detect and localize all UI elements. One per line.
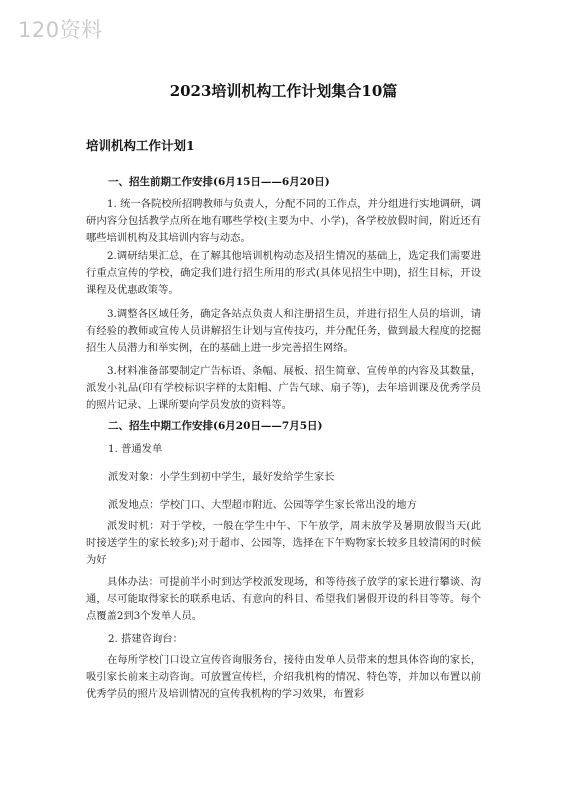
phase1-paragraph-4: 3.材料准备部要制定广告标语、条幅、展板、招生简章、宣传单的内容及其数量，派发小礼品(印有学校标识字样的太阳帽、广告气球、扇子等)，去年培训课及优秀学员的照片记录、上课所要向学员发放的资料等。 bbox=[86, 365, 481, 411]
dispatch-timing: 派发时机：对于学校，一般在学生中午、下午放学，周末放学及暑期放假当天(此时接送学生的家长较多);对于超市、公园等，选择在下午购物家长较多且较清闲的时候为好 bbox=[86, 520, 481, 566]
section-title: 培训机构工作计划1 bbox=[86, 138, 195, 153]
dispatch-location: 派发地点：学校门口、大型超市附近、公园等学生家长常出没的地方 bbox=[108, 499, 417, 511]
watermark: 120资料 bbox=[18, 18, 103, 42]
consult-desk-paragraph: 在每所学校门口设立宣传咨询服务台，接待由发单人员带来的想具体咨询的家长，吸引家长前来主动咨询。可放置宣传栏，介绍我机构的情况、特色等，并加以布置以前优秀学员的照片及培训情况的宣传我机构的学习效果，布置彩 bbox=[86, 654, 481, 700]
phase2-heading: 二、招生中期工作安排(6月20日——7月5日) bbox=[108, 420, 323, 432]
phase1-paragraph-2: 2.调研结果汇总，在了解其他培训机构动态及招生情况的基础上，选定我们需要进行重点宣传的学校，确定我们进行招生所用的形式(具体见招生中期)，招生目标，开设课程及优惠政策等。 bbox=[86, 250, 481, 296]
phase1-paragraph-3: 3.调整各区域任务，确定各站点负责人和注册招生员，并进行招生人员的培训，请有经验的教师或宣传人员讲解招生计划与宣传技巧，并分配任务，做到最大程度的挖掘招生人员潜力和举实例，在的基础上进一步完善招生网络。 bbox=[86, 308, 481, 354]
phase1-heading: 一、招生前期工作安排(6月15日——6月20日) bbox=[108, 176, 330, 188]
phase1-paragraph-1: 1. 统一各院校所招聘教师与负责人，分配不同的工作点，并分组进行实地调研，调研内容分包括教学点所在地有哪些学校(主要为中、小学)，各学校放假时间，附近还有哪些培训机构及其培训内容与动态。 bbox=[86, 198, 481, 244]
dispatch-method: 具体办法：可提前半小时到达学校派发现场，和等待孩子放学的家长进行攀谈、沟通，尽可能取得家长的联系电话、有意向的科目、希望我们暑假开设的科目等等。每个点覆盖2到3个发单人员。 bbox=[86, 576, 481, 622]
item-1-heading: 1. 普通发单 bbox=[108, 443, 163, 455]
dispatch-target: 派发对象：小学生到初中学生，最好发给学生家长 bbox=[108, 471, 335, 483]
item-2-heading: 2. 搭建咨询台： bbox=[108, 633, 183, 645]
document-title: 2023培训机构工作计划集合10篇 bbox=[169, 82, 398, 100]
